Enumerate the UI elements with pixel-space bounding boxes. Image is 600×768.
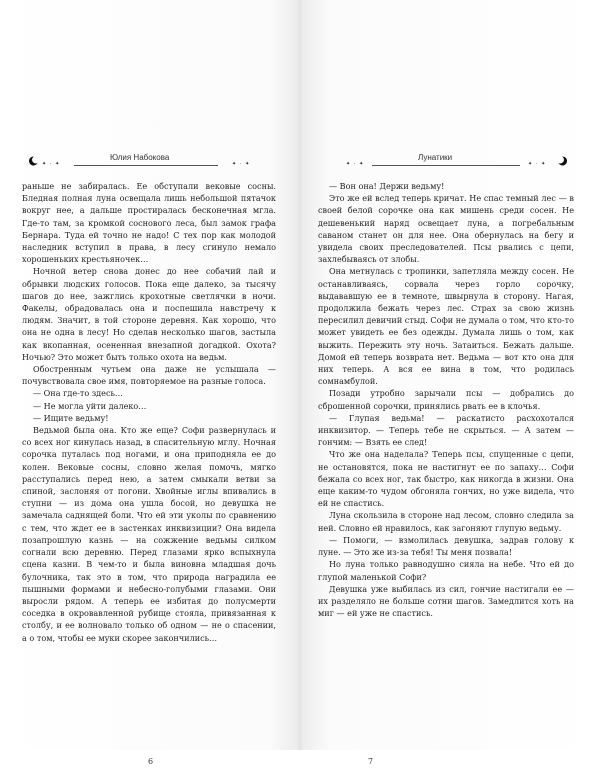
right-header-title: Лунатики	[418, 153, 453, 162]
paragraph: Ведьмой была она. Кто же еще? Софи развернулась и со всех ног кинулась назад, в спасительную мглу. Ночная сорочка путалась под ногами, и она приподняла ее до колен. Вековые сосны, словно желая помочь, мягко расступались перед нею, а затем смыкали ветви за спиной, заслоняя от погони. Хвойные иглы впивались в ступни — из дома она ушла босой, но девушка не замечала саднящей боли. Что ей эти уколы по сравнению с тем, что ждет ее в застенках инквизиции? Она видела позапрошлую казнь — на сожжение ведьмы силком согнали всю деревню. Перед глазами ярко вспыхнула сцена казни. В чем-то и была виновна младшая дочь булочника, так это в том, что природа наградила ее пышными формами и небесно-голубыми глазами. Они выросли рядом. А теперь ее избитая до полусмерти соседка в окровавленной рубище стояла, привязанная к столбу, и ее волновало только об одном — не о спасении, а о том, чтобы ее муки скорее закончились…	[22, 425, 276, 643]
right-page-header	[318, 152, 574, 174]
paragraph: Ночной ветер снова донес до нее собачий лай и обрывки людских голосов. Пока еще далеко, за тысячу шагов до нее, зажглись крохотные светлячки в ночи. Факелы, обрадовалась она и поспешила навстречу к людям. Значит, в той стороне деревня. Как хорошо, что она не одна в лесу! Но сделав несколько шагов, застыла как вкопанная, осененная внезапной догадкой. Охота? Ночью? Это может быть только охота на ведьм.	[22, 266, 276, 362]
paragraph: Но луна только равнодушно сияла на небе. Что ей до глупой маленькой Софи?	[318, 559, 574, 582]
paragraph: Что же она наделала? Теперь псы, спущенные с цепи, не остановятся, пока не настигнут ее по запаху… Софи бежала со всех ног, так быстро, как никогда в жизни. Она еще каким-то чудом обгоняла гончих, но уже видела, что ей не спастись.	[318, 449, 574, 509]
left-header-rule	[74, 165, 218, 166]
left-page-number: 6	[148, 757, 154, 766]
paragraph: — Не могла уйти далеко…	[33, 400, 147, 411]
left-header-title: Юлия Набокова	[110, 153, 170, 162]
right-header-rule	[372, 165, 520, 166]
left-page	[22, 152, 276, 766]
right-page-number: 7	[368, 757, 374, 766]
paragraph: — Глупая ведьма! — раскатисто расхохотался инквизитор. — Теперь тебе не скрыться. — А затем — гончим: — Взять ее след!	[318, 412, 574, 448]
left-page-header	[22, 152, 276, 174]
left-page-text	[22, 180, 276, 644]
stars-decoration-icon: ✦ ⋅ ✦	[232, 161, 251, 167]
paragraph: Луна скользила в стороне над лесом, словно следила за ней. Словно ей нравилось, как загоняют глупую ведьму.	[318, 510, 574, 533]
paragraph: Позади утробно зарычали псы — добрались до сброшенной сорочки, принялись рвать ее в клочья.	[318, 388, 574, 411]
paragraph: Это же ей вслед теперь кричат. Не спас темный лес — в своей белой сорочке она как мишень среди сосен. Не дешевенький наряд освещает луна, а погребальным саваном станет он для нее. Она обернулась на бегу и увидела своих преследователей. Псы рвались с цепи, захлебываясь от злобы.	[318, 193, 574, 265]
stars-decoration-icon: ✦ ⋅ ✦	[346, 161, 365, 167]
right-page-text	[318, 180, 574, 619]
stars-decoration-icon: ✦ ⋅ ✦	[528, 161, 547, 167]
crescent-moon-icon	[558, 156, 568, 166]
paragraph: — Ищите ведьму!	[33, 412, 109, 423]
right-page	[318, 152, 574, 766]
paragraph: Девушка уже выбилась из сил, гончие настигали ее — их разделяло не больше сотни шагов. Замедлится хоть на миг — ей уже не спастись.	[318, 583, 574, 619]
paragraph: — Вон она! Держи ведьму!	[329, 181, 445, 191]
paragraph: раньше не забиралась. Ее обступали вековые сосны. Бледная полная луна освещала лишь небольшой пятачок вокруг нее, а дальше простиралась бесконечная мгла. Где-то там, за кромкой соснового леса, был замок графа Бернара. Туда ей точно не надо! С тех пор как молодой наследник вступил в права, в лесу сгинуло немало хорошеньких крестьяночек…	[22, 181, 276, 265]
crescent-moon-icon	[28, 156, 38, 166]
paragraph: — Она где-то здесь…	[33, 388, 123, 399]
paragraph: Она метнулась с тропинки, запетляла между сосен. Не останавливаясь, сорвала через горло сорочку, выдававшую ее в темноте, швырнула в сторону. Нагая, продолжила бежать через лес. Страх за свою жизнь пересилил девичий стыд. Софи не думала о том, что кто-то может увидеть ее без одежды. Думала лишь о том, как выжить. Пережить эту ночь. Затаиться. Бежать дальше. Домой ей теперь возврата нет. Ведьма — вот кто она для них теперь. А вся ее вина в том, что родилась сомнамбулой.	[318, 266, 574, 387]
paragraph: — Помоги, — взмолилась девушка, задрав голову к луне. — Это же из-за тебя! Ты меня позвала!	[318, 534, 574, 558]
stars-decoration-icon: ✦ ⋅ ✦	[42, 161, 61, 167]
paragraph: Обостренным чутьем она даже не услышала — почувствовала свое имя, повторяемое на разные голоса.	[22, 364, 276, 387]
